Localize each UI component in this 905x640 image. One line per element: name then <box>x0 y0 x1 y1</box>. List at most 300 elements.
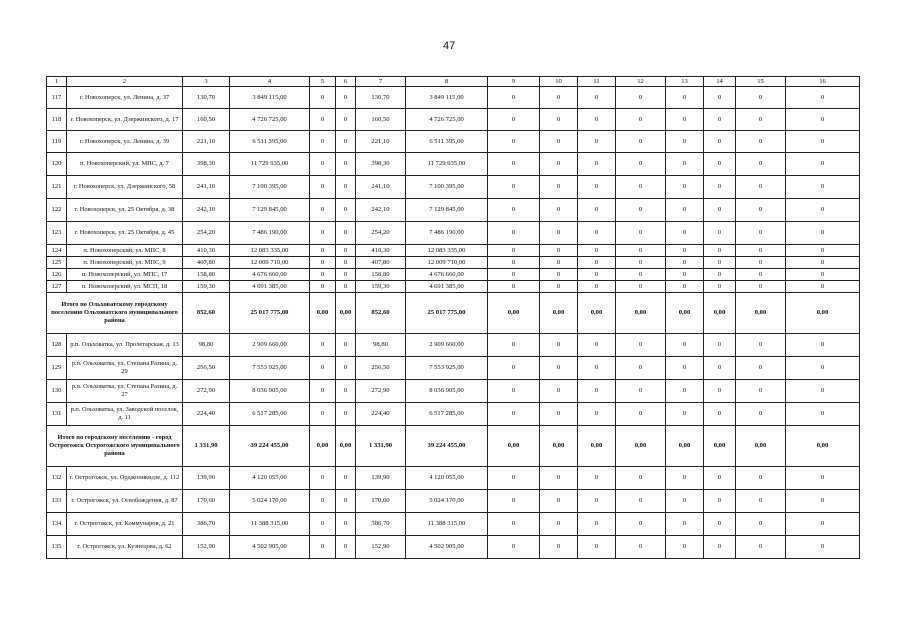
address-cell: г. Новохоперск, ул. Ленина, д. 39 <box>67 131 183 153</box>
value-cell: 0 <box>666 257 704 269</box>
row-number-cell: 122 <box>47 199 67 222</box>
value-cell: 130,70 <box>356 87 406 109</box>
value-cell: 0 <box>704 131 736 153</box>
subtotal-value-cell: 0,00 <box>736 426 786 467</box>
value-cell: 0 <box>616 245 666 257</box>
value-cell: 0 <box>540 87 578 109</box>
column-number-cell: 14 <box>704 77 736 87</box>
value-cell: 6 511 395,00 <box>406 131 488 153</box>
value-cell: 0 <box>578 403 616 426</box>
value-cell: 0 <box>310 153 336 176</box>
value-cell: 11 388 315,00 <box>406 513 488 536</box>
value-cell: 0 <box>488 131 540 153</box>
value-cell: 0 <box>578 536 616 559</box>
row-number-cell: 129 <box>47 357 67 380</box>
value-cell: 0 <box>540 131 578 153</box>
value-cell: 0 <box>540 269 578 281</box>
value-cell: 0 <box>616 153 666 176</box>
value-cell: 254,20 <box>183 222 230 245</box>
value-cell: 0 <box>736 199 786 222</box>
value-cell: 6 517 285,00 <box>406 403 488 426</box>
table-row <box>47 536 860 559</box>
subtotal-value-cell: 0,00 <box>786 426 860 467</box>
value-cell: 410,30 <box>183 245 230 257</box>
value-cell: 0 <box>616 131 666 153</box>
value-cell: 7 486 190,00 <box>230 222 310 245</box>
value-cell: 0 <box>786 245 860 257</box>
value-cell: 410,30 <box>356 245 406 257</box>
value-cell: 7 100 395,00 <box>230 176 310 199</box>
value-cell: 0 <box>786 357 860 380</box>
address-cell: р.п. Ольховатка, ул. Пролетарская, д. 13 <box>67 334 183 357</box>
value-cell: 0 <box>786 131 860 153</box>
value-cell: 7 486 190,00 <box>406 222 488 245</box>
column-number-cell: 4 <box>230 77 310 87</box>
value-cell: 0 <box>578 490 616 513</box>
value-cell: 0 <box>666 176 704 199</box>
value-cell: 0 <box>616 87 666 109</box>
subtotal-row <box>47 426 860 467</box>
subtotal-value-cell: 0,00 <box>704 293 736 334</box>
value-cell: 0 <box>704 357 736 380</box>
value-cell: 0 <box>310 109 336 131</box>
column-number-cell: 16 <box>786 77 860 87</box>
value-cell: 0 <box>616 257 666 269</box>
value-cell: 0 <box>540 490 578 513</box>
value-cell: 7 100 395,00 <box>406 176 488 199</box>
value-cell: 0 <box>704 380 736 403</box>
value-cell: 2 909 660,00 <box>406 334 488 357</box>
row-number-cell: 121 <box>47 176 67 199</box>
row-number-cell: 118 <box>47 109 67 131</box>
value-cell: 0 <box>786 281 860 293</box>
value-cell: 0 <box>786 87 860 109</box>
value-cell: 0 <box>666 281 704 293</box>
value-cell: 0 <box>540 222 578 245</box>
value-cell: 0 <box>736 357 786 380</box>
address-cell: г. Острогожск, ул. Коммунаров, д. 21 <box>67 513 183 536</box>
value-cell: 4 676 660,00 <box>406 269 488 281</box>
row-number-cell: 123 <box>47 222 67 245</box>
value-cell: 0 <box>786 467 860 490</box>
value-cell: 0 <box>310 176 336 199</box>
value-cell: 0 <box>336 357 356 380</box>
value-cell: 0 <box>488 153 540 176</box>
value-cell: 0 <box>704 153 736 176</box>
table-row <box>47 467 860 490</box>
value-cell: 398,30 <box>356 153 406 176</box>
value-cell: 0 <box>666 490 704 513</box>
value-cell: 0 <box>736 109 786 131</box>
value-cell: 4 676 660,00 <box>230 269 310 281</box>
value-cell: 0 <box>704 513 736 536</box>
value-cell: 0 <box>786 199 860 222</box>
value-cell: 0 <box>736 281 786 293</box>
value-cell: 0 <box>488 109 540 131</box>
value-cell: 2 909 660,00 <box>230 334 310 357</box>
value-cell: 0 <box>336 513 356 536</box>
column-number-cell: 5 <box>310 77 336 87</box>
value-cell: 0 <box>616 281 666 293</box>
value-cell: 0 <box>540 357 578 380</box>
value-cell: 4 120 055,00 <box>406 467 488 490</box>
value-cell: 0 <box>540 153 578 176</box>
value-cell: 0 <box>310 222 336 245</box>
value-cell: 159,30 <box>183 281 230 293</box>
value-cell: 139,90 <box>183 467 230 490</box>
value-cell: 0 <box>540 403 578 426</box>
column-number-cell: 9 <box>488 77 540 87</box>
value-cell: 0 <box>616 269 666 281</box>
value-cell: 0 <box>666 513 704 536</box>
value-cell: 0 <box>578 199 616 222</box>
value-cell: 0 <box>616 490 666 513</box>
value-cell: 0 <box>578 380 616 403</box>
value-cell: 0 <box>540 257 578 269</box>
value-cell: 0 <box>578 222 616 245</box>
subtotal-value-cell: 0,00 <box>736 293 786 334</box>
value-cell: 98,80 <box>356 334 406 357</box>
table-row <box>47 334 860 357</box>
value-cell: 0 <box>578 467 616 490</box>
address-cell: р.п. Ольховатка, ул. Степана Разина, д. 27 <box>67 380 183 403</box>
row-number-cell: 126 <box>47 269 67 281</box>
value-cell: 0 <box>336 380 356 403</box>
value-cell: 0 <box>488 467 540 490</box>
value-cell: 0 <box>736 222 786 245</box>
value-cell: 7 129 845,00 <box>230 199 310 222</box>
value-cell: 158,80 <box>356 269 406 281</box>
value-cell: 0 <box>616 334 666 357</box>
value-cell: 0 <box>786 403 860 426</box>
value-cell: 160,50 <box>356 109 406 131</box>
value-cell: 0 <box>540 513 578 536</box>
value-cell: 0 <box>488 536 540 559</box>
subtotal-label: Итого по Ольховатскому городскому поселению Ольховатского муниципального района <box>47 293 183 334</box>
column-number-cell: 11 <box>578 77 616 87</box>
value-cell: 0 <box>786 153 860 176</box>
row-number-cell: 132 <box>47 467 67 490</box>
value-cell: 254,20 <box>356 222 406 245</box>
subtotal-value-cell: 0,00 <box>336 426 356 467</box>
value-cell: 4 726 725,00 <box>230 109 310 131</box>
column-number-cell: 2 <box>67 77 183 87</box>
value-cell: 0 <box>736 403 786 426</box>
column-number-cell: 13 <box>666 77 704 87</box>
value-cell: 0 <box>336 490 356 513</box>
table-row <box>47 357 860 380</box>
subtotal-value-cell: 0,00 <box>786 293 860 334</box>
value-cell: 0 <box>578 334 616 357</box>
table-row <box>47 281 860 293</box>
row-number-cell: 120 <box>47 153 67 176</box>
subtotal-value-cell: 0,00 <box>488 293 540 334</box>
subtotal-value-cell: 0,00 <box>578 426 616 467</box>
row-number-cell: 124 <box>47 245 67 257</box>
subtotal-value-cell: 0,00 <box>310 426 336 467</box>
value-cell: 398,30 <box>183 153 230 176</box>
value-cell: 0 <box>578 269 616 281</box>
value-cell: 0 <box>540 245 578 257</box>
value-cell: 0 <box>540 199 578 222</box>
value-cell: 0 <box>704 467 736 490</box>
table-row <box>47 245 860 257</box>
value-cell: 0 <box>578 87 616 109</box>
value-cell: 0 <box>336 403 356 426</box>
value-cell: 0 <box>310 131 336 153</box>
table-row <box>47 269 860 281</box>
table-row <box>47 87 860 109</box>
row-number-cell: 125 <box>47 257 67 269</box>
address-cell: г. Острогожск, ул. Освобождения, д. 87 <box>67 490 183 513</box>
value-cell: 0 <box>736 269 786 281</box>
value-cell: 0 <box>786 176 860 199</box>
value-cell: 0 <box>336 536 356 559</box>
value-cell: 0 <box>736 176 786 199</box>
value-cell: 0 <box>488 403 540 426</box>
value-cell: 0 <box>336 109 356 131</box>
value-cell: 0 <box>336 222 356 245</box>
value-cell: 0 <box>578 245 616 257</box>
subtotal-value-cell: 0,00 <box>336 293 356 334</box>
row-number-cell: 130 <box>47 380 67 403</box>
subtotal-value-cell: 852,60 <box>183 293 230 334</box>
value-cell: 0 <box>310 380 336 403</box>
value-cell: 242,10 <box>356 199 406 222</box>
value-cell: 170,60 <box>356 490 406 513</box>
value-cell: 0 <box>310 269 336 281</box>
column-number-cell: 1 <box>47 77 67 87</box>
value-cell: 0 <box>616 109 666 131</box>
value-cell: 0 <box>786 222 860 245</box>
value-cell: 0 <box>310 257 336 269</box>
value-cell: 0 <box>310 357 336 380</box>
value-cell: 0 <box>704 403 736 426</box>
subtotal-value-cell: 25 017 775,00 <box>406 293 488 334</box>
value-cell: 0 <box>310 467 336 490</box>
value-cell: 0 <box>488 87 540 109</box>
value-cell: 0 <box>736 245 786 257</box>
value-cell: 11 729 935,00 <box>230 153 310 176</box>
value-cell: 0 <box>336 199 356 222</box>
value-cell: 0 <box>488 199 540 222</box>
value-cell: 256,50 <box>183 357 230 380</box>
value-cell: 7 553 925,00 <box>406 357 488 380</box>
address-cell: г. Новохоперск, ул. Дзержинского, 58 <box>67 176 183 199</box>
value-cell: 0 <box>666 109 704 131</box>
value-cell: 0 <box>616 536 666 559</box>
address-cell: п. Новохоперский, ул. МПС, 8 <box>67 245 183 257</box>
subtotal-label: Итого по городскому поселению - город Острогожск Острогожского муниципального района <box>47 426 183 467</box>
value-cell: 0 <box>578 176 616 199</box>
value-cell: 0 <box>310 281 336 293</box>
value-cell: 0 <box>336 334 356 357</box>
value-cell: 0 <box>540 176 578 199</box>
value-cell: 0 <box>616 176 666 199</box>
value-cell: 0 <box>704 269 736 281</box>
table-row <box>47 199 860 222</box>
value-cell: 11 729 935,00 <box>406 153 488 176</box>
value-cell: 0 <box>704 245 736 257</box>
value-cell: 0 <box>336 153 356 176</box>
value-cell: 4 120 055,00 <box>230 467 310 490</box>
value-cell: 241,10 <box>356 176 406 199</box>
value-cell: 0 <box>666 357 704 380</box>
value-cell: 0 <box>578 131 616 153</box>
page-number: 47 <box>443 40 456 52</box>
value-cell: 0 <box>578 153 616 176</box>
value-cell: 0 <box>666 403 704 426</box>
value-cell: 0 <box>616 467 666 490</box>
value-cell: 0 <box>786 109 860 131</box>
table-row <box>47 513 860 536</box>
value-cell: 0 <box>488 334 540 357</box>
value-cell: 0 <box>578 257 616 269</box>
value-cell: 0 <box>736 334 786 357</box>
value-cell: 0 <box>786 269 860 281</box>
value-cell: 0 <box>736 131 786 153</box>
row-number-cell: 135 <box>47 536 67 559</box>
value-cell: 11 388 315,00 <box>230 513 310 536</box>
value-cell: 0 <box>616 357 666 380</box>
value-cell: 4 691 385,00 <box>406 281 488 293</box>
subtotal-value-cell: 1 331,90 <box>356 426 406 467</box>
row-number-cell: 117 <box>47 87 67 109</box>
value-cell: 0 <box>666 467 704 490</box>
value-cell: 256,50 <box>356 357 406 380</box>
value-cell: 3 849 115,00 <box>230 87 310 109</box>
value-cell: 0 <box>540 536 578 559</box>
value-cell: 0 <box>666 269 704 281</box>
table-row <box>47 131 860 153</box>
table-row <box>47 109 860 131</box>
value-cell: 6 517 285,00 <box>230 403 310 426</box>
value-cell: 272,90 <box>183 380 230 403</box>
value-cell: 0 <box>616 222 666 245</box>
value-cell: 3 849 115,00 <box>406 87 488 109</box>
subtotal-row <box>47 293 860 334</box>
value-cell: 0 <box>336 281 356 293</box>
value-cell: 0 <box>616 380 666 403</box>
value-cell: 0 <box>736 380 786 403</box>
value-cell: 0 <box>336 131 356 153</box>
value-cell: 0 <box>578 109 616 131</box>
value-cell: 0 <box>704 176 736 199</box>
value-cell: 241,10 <box>183 176 230 199</box>
value-cell: 0 <box>666 334 704 357</box>
value-cell: 0 <box>336 467 356 490</box>
value-cell: 0 <box>736 513 786 536</box>
value-cell: 0 <box>540 281 578 293</box>
value-cell: 0 <box>786 257 860 269</box>
value-cell: 0 <box>310 87 336 109</box>
value-cell: 0 <box>488 490 540 513</box>
subtotal-value-cell: 0,00 <box>310 293 336 334</box>
value-cell: 152,90 <box>356 536 406 559</box>
value-cell: 272,90 <box>356 380 406 403</box>
address-cell: р.п. Ольховатка, ул. Степана Разина, д. 29 <box>67 357 183 380</box>
column-number-cell: 6 <box>336 77 356 87</box>
value-cell: 224,40 <box>183 403 230 426</box>
row-number-cell: 119 <box>47 131 67 153</box>
value-cell: 0 <box>488 513 540 536</box>
column-number-cell: 3 <box>183 77 230 87</box>
value-cell: 0 <box>578 281 616 293</box>
address-cell: г. Новохоперск, ул. Дзержинского, д. 17 <box>67 109 183 131</box>
address-cell: п. Новохоперский, ул. МПС, 9 <box>67 257 183 269</box>
value-cell: 0 <box>704 199 736 222</box>
value-cell: 0 <box>488 357 540 380</box>
value-cell: 0 <box>336 269 356 281</box>
table-row <box>47 380 860 403</box>
value-cell: 12 083 335,00 <box>230 245 310 257</box>
value-cell: 0 <box>704 109 736 131</box>
table-row <box>47 403 860 426</box>
value-cell: 0 <box>336 257 356 269</box>
subtotal-value-cell: 0,00 <box>666 293 704 334</box>
value-cell: 0 <box>786 380 860 403</box>
column-number-cell: 15 <box>736 77 786 87</box>
value-cell: 0 <box>666 380 704 403</box>
address-cell: п. Новохоперский, ул. МПС, 17 <box>67 269 183 281</box>
value-cell: 221,10 <box>356 131 406 153</box>
value-cell: 0 <box>310 513 336 536</box>
value-cell: 7 129 845,00 <box>406 199 488 222</box>
value-cell: 159,30 <box>356 281 406 293</box>
value-cell: 0 <box>704 222 736 245</box>
address-cell: г. Острогожск, ул. Орджоникидзе, д. 112 <box>67 467 183 490</box>
value-cell: 0 <box>736 490 786 513</box>
subtotal-value-cell: 0,00 <box>616 426 666 467</box>
value-cell: 242,10 <box>183 199 230 222</box>
registry-table <box>46 76 860 559</box>
value-cell: 6 511 395,00 <box>230 131 310 153</box>
value-cell: 0 <box>666 87 704 109</box>
value-cell: 0 <box>310 245 336 257</box>
table-row <box>47 153 860 176</box>
value-cell: 12 009 710,00 <box>230 257 310 269</box>
row-number-cell: 128 <box>47 334 67 357</box>
row-number-cell: 133 <box>47 490 67 513</box>
value-cell: 0 <box>736 536 786 559</box>
address-cell: г. Новохоперск, ул. 25 Октября, д. 38 <box>67 199 183 222</box>
value-cell: 0 <box>488 176 540 199</box>
value-cell: 139,90 <box>356 467 406 490</box>
value-cell: 0 <box>666 199 704 222</box>
value-cell: 0 <box>786 334 860 357</box>
value-cell: 152,90 <box>183 536 230 559</box>
subtotal-value-cell: 0,00 <box>578 293 616 334</box>
table-row <box>47 176 860 199</box>
subtotal-value-cell: 1 331,90 <box>183 426 230 467</box>
value-cell: 0 <box>310 334 336 357</box>
value-cell: 8 036 905,00 <box>406 380 488 403</box>
value-cell: 0 <box>666 153 704 176</box>
address-cell: п. Новохоперский, ул. МПС, д. 7 <box>67 153 183 176</box>
value-cell: 0 <box>786 490 860 513</box>
value-cell: 4 502 905,00 <box>230 536 310 559</box>
value-cell: 0 <box>488 245 540 257</box>
value-cell: 0 <box>336 245 356 257</box>
address-cell: г. Новохоперск, ул. Ленина, д. 37 <box>67 87 183 109</box>
value-cell: 0 <box>704 536 736 559</box>
subtotal-value-cell: 0,00 <box>704 426 736 467</box>
row-number-cell: 131 <box>47 403 67 426</box>
value-cell: 0 <box>488 269 540 281</box>
value-cell: 0 <box>736 87 786 109</box>
subtotal-value-cell: 39 224 455,00 <box>230 426 310 467</box>
value-cell: 12 009 710,00 <box>406 257 488 269</box>
